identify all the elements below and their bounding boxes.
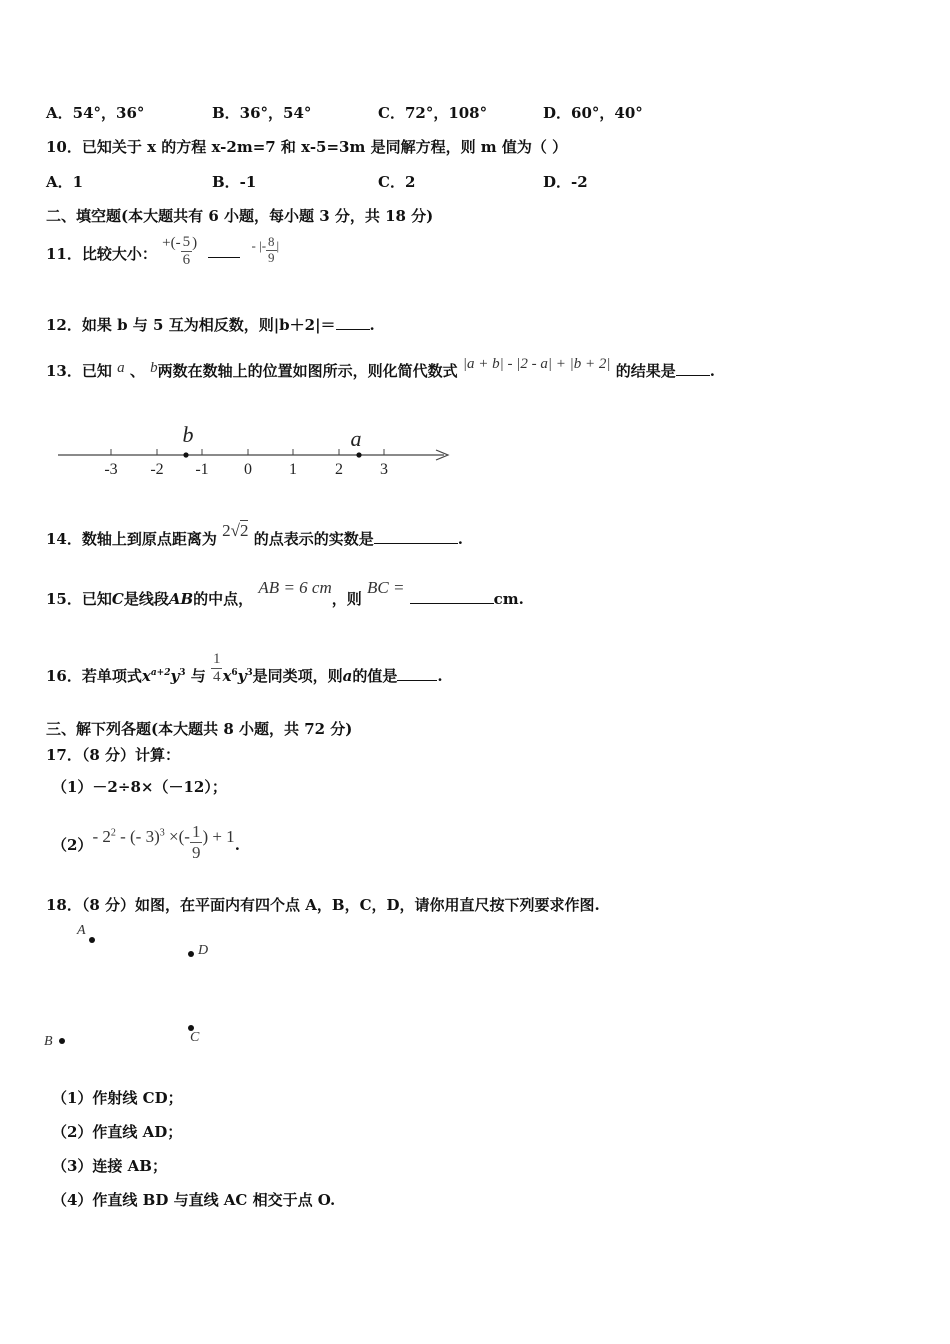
q11-left-close: ) bbox=[192, 235, 198, 252]
q16-mono2-xexp: 6 bbox=[231, 667, 238, 678]
q15-blank bbox=[410, 589, 494, 604]
q16: 16．若单项式$x^{a+2}y^3$ 与 $\frac{1}{4}$ $x^6y^3$是同类项，则a的值是 . bbox=[46, 651, 443, 686]
q16-frac-num: 1 bbox=[211, 651, 223, 669]
q16-with: 与 bbox=[190, 666, 206, 685]
q12-text: 12．如果 b 与 5 互为相反数，则|b＋2|＝ bbox=[46, 316, 336, 334]
q16-mono1-x: x bbox=[141, 666, 151, 685]
q11-blank bbox=[208, 243, 240, 258]
q16-mono1-xexp: a+2 bbox=[150, 667, 171, 678]
q13-suffix: 的结果是 bbox=[615, 362, 676, 380]
q14: 14．数轴上到原点距离为 2√2 的点表示的实数是 . bbox=[46, 521, 463, 548]
q14-suffix: 的点表示的实数是 bbox=[253, 530, 374, 548]
q17-frac-den: 9 bbox=[191, 842, 201, 862]
q14-radicand: 2 bbox=[239, 521, 249, 540]
q18-title: 18．（8 分）如图，在平面内有四个点 A，B，C，D，请你用直尺按下列要求作图. bbox=[46, 896, 600, 914]
tick-label-0: 0 bbox=[244, 461, 252, 478]
q9-option-b: B．36°，54° bbox=[212, 104, 312, 122]
q11-right-fraction bbox=[266, 235, 277, 266]
q17-expr-b: - (- 3) bbox=[115, 827, 160, 847]
q18-task-4: （4）作直线 BD 与直线 AC 相交于点 O. bbox=[52, 1191, 336, 1209]
q16-blank bbox=[397, 666, 437, 681]
q13-mid: 两数在数轴上的位置如图所示，则化简代数式 bbox=[157, 362, 458, 380]
q14-prefix: 14．数轴上到原点距离为 bbox=[46, 530, 217, 548]
q16-prefix: 16．若单项式 bbox=[46, 666, 142, 685]
q17-title: 17．（8 分）计算： bbox=[46, 746, 181, 764]
q10-option-b: B．-1 bbox=[212, 173, 257, 191]
q9-option-a: A．54°，36° bbox=[46, 104, 145, 122]
q15-prefix: 15．已知 bbox=[46, 590, 112, 608]
q11-right-num: 8 bbox=[268, 234, 275, 250]
q16-suffix: 的值是 bbox=[352, 666, 398, 685]
point-b-label: b bbox=[182, 422, 194, 447]
q10-option-c: C．2 bbox=[378, 173, 416, 191]
q17-part2-end: . bbox=[234, 836, 240, 855]
q17-expr-a: - 2 bbox=[92, 827, 111, 847]
q13-number-line bbox=[52, 420, 462, 482]
q11-left-open: +(- bbox=[162, 235, 181, 252]
section-2-title: 二、填空题(本大题共有 6 小题，每小题 3 分，共 18 分) bbox=[46, 207, 434, 225]
point-a-dot bbox=[356, 452, 361, 457]
tick-label-neg1: -1 bbox=[195, 461, 209, 478]
q11-right-close: | bbox=[276, 237, 280, 253]
q18-task-3: （3）连接 AB； bbox=[52, 1157, 167, 1175]
q15 bbox=[46, 578, 524, 609]
q17-part2-expression bbox=[92, 827, 190, 846]
q16-mono1-y: y bbox=[170, 666, 180, 685]
q10-stem: 10．已知关于 x 的方程 x-2m=7 和 x-5=3m 是同解方程，则 m 值为（ ） bbox=[46, 138, 568, 156]
q13-prefix: 13．已知 bbox=[46, 362, 112, 380]
q15-point-c: C bbox=[111, 590, 124, 608]
q13: 13．已知 a 、 b两数在数轴上的位置如图所示，则化简代数式 |a + b| - |2 - a| + |b + 2| 的结果是 . bbox=[46, 356, 715, 380]
q13-sep: 、 bbox=[129, 362, 145, 380]
point-d-dot bbox=[188, 951, 194, 957]
q9-option-d: D．60°，40° bbox=[543, 104, 643, 122]
q17-frac-num: 1 bbox=[191, 822, 201, 841]
q15-mid2: 的中点， bbox=[193, 590, 254, 608]
q13-blank bbox=[676, 361, 710, 376]
q16-mono1-yexp: 3 bbox=[179, 667, 186, 678]
q17-expr-c: ×(- bbox=[164, 827, 190, 847]
q12-blank bbox=[336, 315, 370, 330]
tick-label-neg3: -3 bbox=[104, 461, 118, 478]
point-a-dot bbox=[89, 937, 95, 943]
q15-segment-ab: AB bbox=[168, 590, 194, 608]
tick-label-2: 2 bbox=[335, 461, 343, 478]
point-d-label: D bbox=[198, 943, 209, 958]
point-b-dot bbox=[183, 452, 188, 457]
q10-option-d: D．-2 bbox=[543, 173, 588, 191]
q13-var-b: b bbox=[150, 360, 158, 376]
q16-var-a: a bbox=[342, 666, 353, 685]
q17-expr-d: ) + 1 bbox=[202, 827, 235, 847]
q17-part1: （1）－2÷8×（－12）； bbox=[52, 778, 227, 796]
q15-mid: 是线段 bbox=[123, 590, 169, 608]
tick-label-3: 3 bbox=[380, 461, 388, 478]
q11-prefix: 11．比较大小： bbox=[46, 245, 157, 264]
q17-exp2: 3 bbox=[159, 827, 165, 839]
point-c-label: C bbox=[190, 1030, 200, 1045]
q15-given: AB = 6 cm bbox=[258, 578, 332, 597]
tick-label-neg2: -2 bbox=[150, 461, 164, 478]
q15-unit: cm. bbox=[493, 590, 524, 608]
q17-exp1: 2 bbox=[110, 827, 116, 839]
q9-option-c: C．72°，108° bbox=[378, 104, 488, 122]
q14-blank bbox=[374, 529, 458, 544]
q18-task-2: （2）作直线 AD； bbox=[52, 1123, 183, 1141]
q15-then: ，则 bbox=[331, 590, 362, 608]
radical-sign-icon: √ bbox=[230, 521, 240, 540]
q11-right-den: 9 bbox=[268, 250, 275, 266]
q14-sqrt-expression bbox=[222, 521, 248, 540]
point-a-label: A bbox=[77, 923, 86, 938]
q11-right-open: - |- bbox=[251, 237, 267, 253]
q17-part2-label: （2） bbox=[52, 836, 93, 855]
q16-mono2-y: y bbox=[237, 666, 247, 685]
q11-left-num: 5 bbox=[181, 234, 193, 252]
number-line-ticks bbox=[111, 449, 384, 455]
q16-frac-den: 4 bbox=[212, 669, 221, 686]
q11 bbox=[46, 236, 279, 272]
q16-mid: 是同类项，则 bbox=[252, 666, 343, 685]
q11-left-den: 6 bbox=[182, 252, 191, 269]
q16-mono2-yexp: 3 bbox=[246, 667, 253, 678]
tick-label-1: 1 bbox=[289, 461, 297, 478]
q10-option-a: A．1 bbox=[46, 173, 84, 191]
q11-left-fraction bbox=[181, 234, 193, 270]
q15-bc: BC = bbox=[366, 578, 405, 597]
point-a-label: a bbox=[350, 426, 362, 451]
q12: 12．如果 b 与 5 互为相反数，则|b＋2|＝ . bbox=[46, 316, 375, 334]
q18-figure bbox=[0, 920, 300, 1060]
q13-expression: |a + b| - |2 - a| + |b + 2| bbox=[462, 356, 611, 372]
q16-mono2-x: x bbox=[222, 666, 232, 685]
point-b-label: B bbox=[44, 1034, 53, 1049]
q17-part2 bbox=[52, 818, 240, 862]
point-b-dot bbox=[59, 1038, 65, 1044]
q14-coef: 2 bbox=[222, 521, 231, 540]
section-3-title: 三、解下列各题(本大题共 8 小题，共 72 分) bbox=[46, 720, 353, 738]
q13-var-a: a bbox=[117, 360, 125, 376]
q17-fraction bbox=[190, 822, 203, 862]
q16-fraction bbox=[211, 651, 223, 687]
q18-task-1: （1）作射线 CD； bbox=[52, 1089, 183, 1107]
